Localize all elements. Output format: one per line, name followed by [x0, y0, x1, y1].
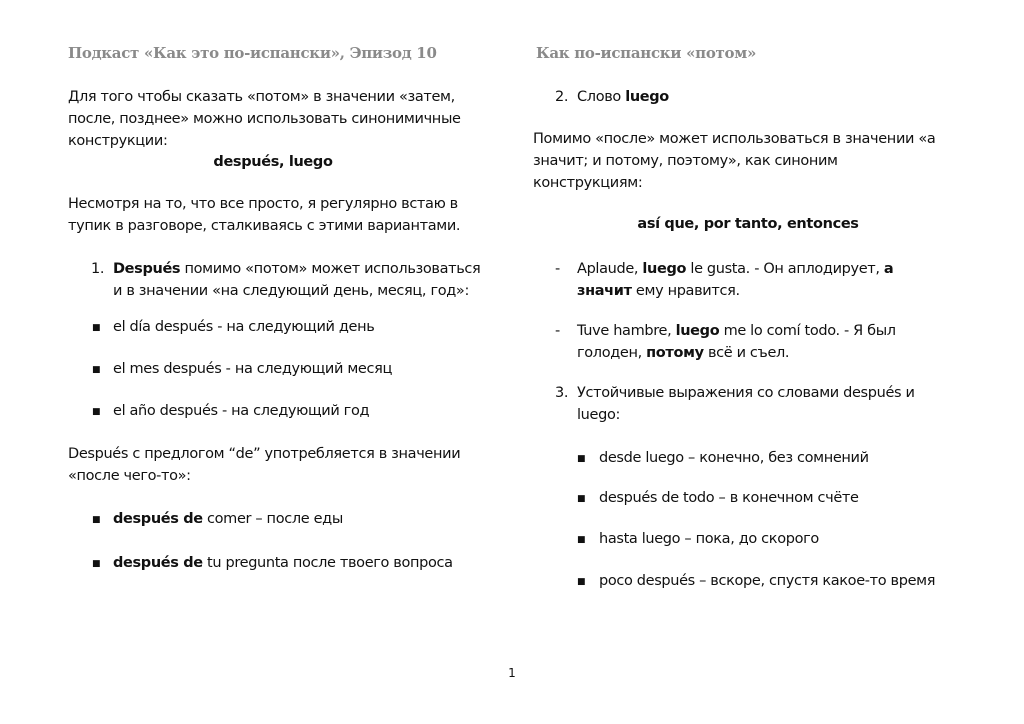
de-example-2-rest: tu pregunta после твоего вопроса [202, 555, 453, 571]
item3-number: 3. [555, 385, 569, 401]
item3-line-1: Устойчивые выражения со словами después и [577, 385, 915, 401]
bullet3-item-1: desde luego – конечно, без сомнений [599, 450, 869, 466]
bullet3-item-2: después de todo – в конечном счёте [599, 490, 859, 506]
dash-marker: - [555, 261, 561, 277]
bullet-icon: ■ [577, 535, 586, 545]
bullet1-item-2: el mes después - на следующий месяц [113, 361, 393, 377]
example2-line-2 [577, 342, 789, 364]
right-para-line-2: значит; и потому, поэтому», как синоним [533, 153, 838, 169]
example1-a: Aplaude, [577, 261, 643, 277]
de-para-line-1: Después с предлогом “de” употребляется в значении [68, 446, 461, 462]
right-para-line-3: конструкциям: [533, 175, 643, 191]
example1-line-2 [577, 280, 740, 302]
example2-b: luego [675, 323, 720, 339]
de-example-1 [113, 508, 343, 530]
left-page-title: Подкаст «Как это по-испански», Эпизод 10 [68, 44, 437, 62]
de-para-line-2: «после чего-то»: [68, 468, 191, 484]
de-example-2-bold: después de [113, 555, 203, 571]
bullet-icon: ■ [92, 515, 101, 525]
page-number: 1 [508, 666, 516, 680]
example1-c: le gusta. - Он аплодирует, [686, 261, 884, 277]
bullet-icon: ■ [577, 494, 586, 504]
example2-line-1 [577, 320, 896, 342]
bullet1-item-1: el día después - на следующий день [113, 319, 375, 335]
example2-line2-a: голоден, [577, 345, 647, 361]
bullet-icon: ■ [92, 559, 101, 569]
right-page-title: Как по-испански «потом» [536, 44, 757, 62]
dash-marker: - [555, 323, 561, 339]
item3-line-2: luego: [577, 407, 621, 423]
item2-text: Слово [577, 89, 626, 105]
item1-number: 1. [91, 261, 105, 277]
synonyms: así que, por tanto, entonces [637, 216, 859, 232]
item2-line [577, 86, 669, 108]
de-example-1-bold: después de [113, 511, 203, 527]
item1-word: Después [113, 261, 181, 277]
example1-line2-c: ему нравится. [631, 283, 740, 299]
example2-c: me lo comí todo. - Я был [719, 323, 896, 339]
example2-line2-c: всё и съел. [703, 345, 790, 361]
item1-line-2: и в значении «на следующий день, месяц, год»: [113, 283, 469, 299]
item1-rest: помимо «потом» может использоваться [180, 261, 481, 277]
item2-word: luego [625, 89, 669, 105]
intro-line-2: после, позднее» можно использовать синонимичные [68, 111, 461, 127]
para2-line-2: тупик в разговоре, сталкиваясь с этими вариантами. [68, 218, 461, 234]
bullet1-item-3: el año después - на следующий год [113, 403, 370, 419]
item1-line-1 [113, 258, 480, 280]
right-para-line-1: Помимо «после» может использоваться в значении «а [533, 131, 936, 147]
bullet-icon: ■ [92, 365, 101, 375]
bullet3-item-4: poco después – вскоре, спустя какое-то время [599, 573, 936, 589]
bullet-icon: ■ [92, 407, 101, 417]
bullet-icon: ■ [577, 577, 586, 587]
bullet-icon: ■ [92, 323, 101, 333]
example1-line-1 [577, 258, 893, 280]
example1-line2-b: значит [577, 283, 632, 299]
example1-d: а [883, 261, 894, 277]
example2-a: Tuve hambre, [577, 323, 676, 339]
intro-words: después, luego [213, 154, 333, 170]
de-example-1-rest: comer – после еды [202, 511, 343, 527]
bullet3-item-3: hasta luego – пока, до скорого [599, 531, 819, 547]
bullet-icon: ■ [577, 454, 586, 464]
intro-line-1: Для того чтобы сказать «потом» в значении «затем, [68, 89, 455, 105]
example1-b: luego [642, 261, 687, 277]
example2-line2-b: потому [646, 345, 704, 361]
para2-line-1: Несмотря на то, что все просто, я регулярно встаю в [68, 196, 458, 212]
item2-number: 2. [555, 89, 569, 105]
intro-line-3: конструкции: [68, 133, 168, 149]
de-example-2 [113, 552, 453, 574]
